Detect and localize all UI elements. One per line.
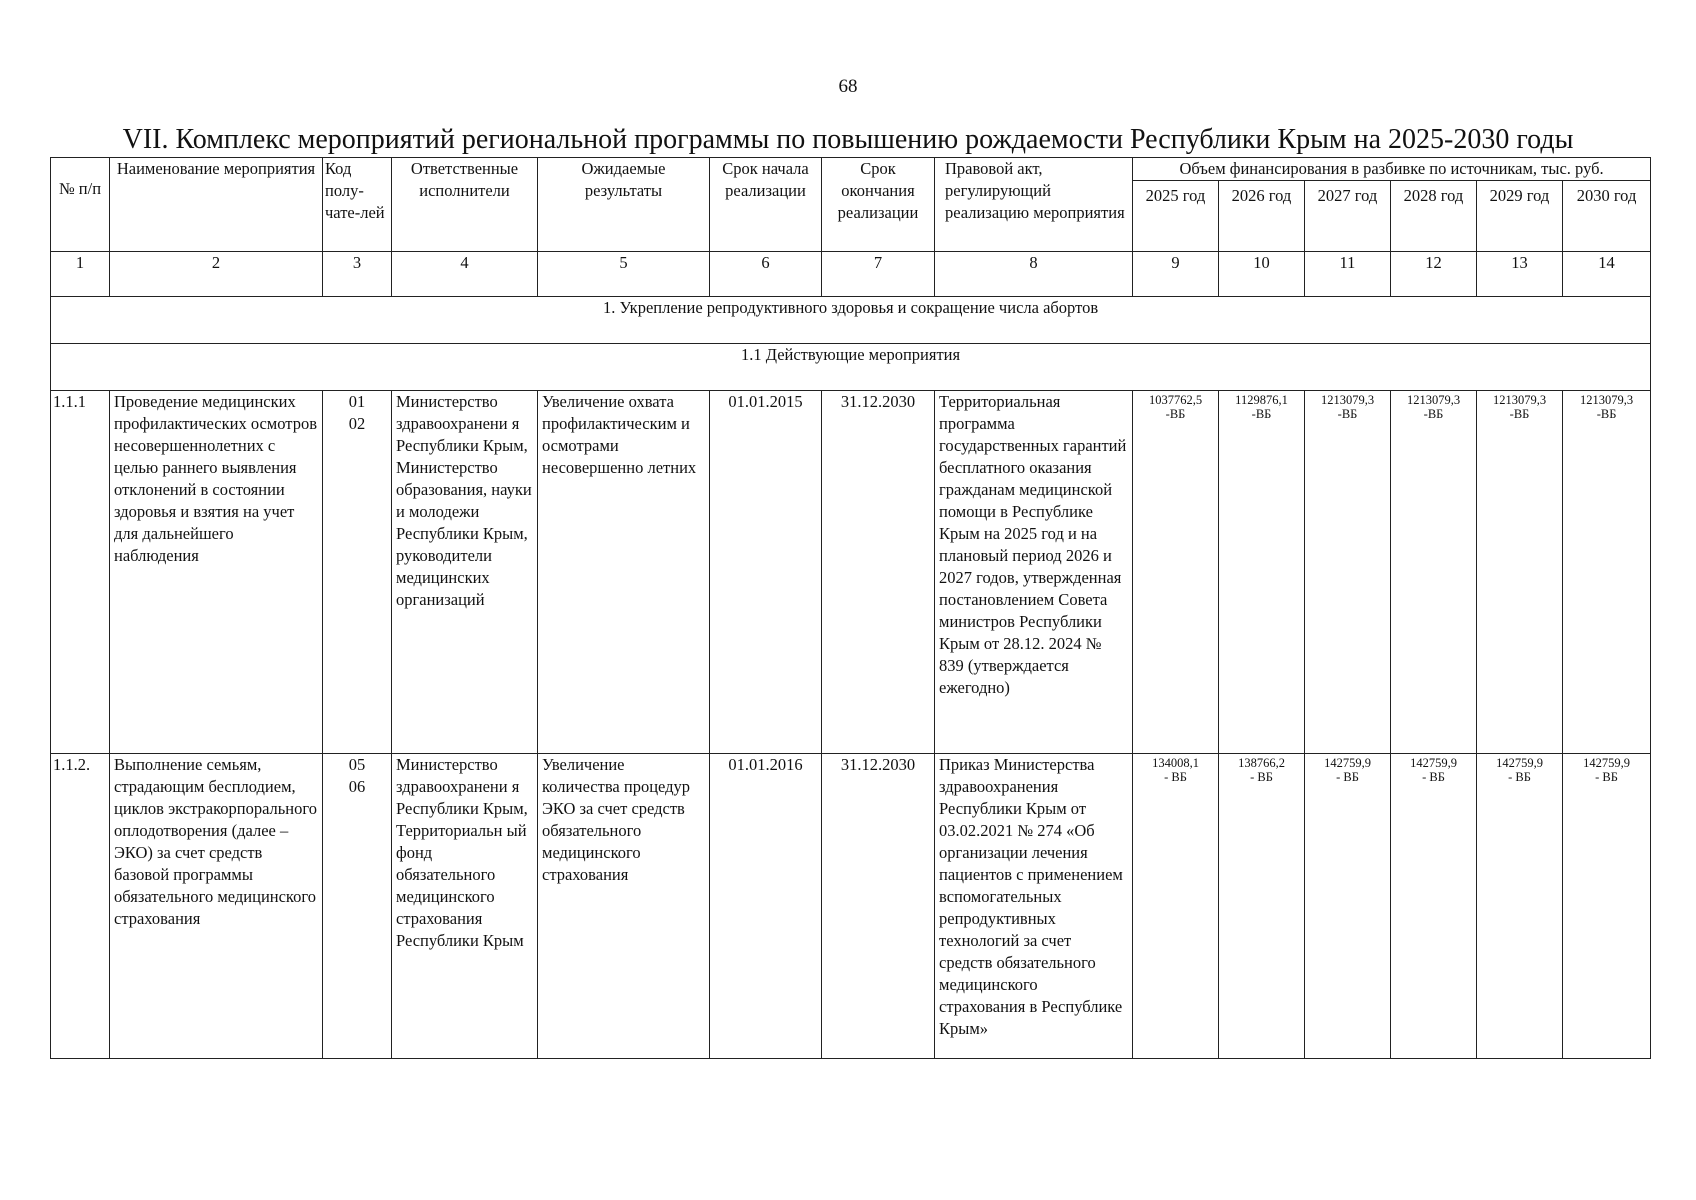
funding-source: - ВБ — [1250, 770, 1273, 784]
subsection-heading: 1.1 Действующие мероприятия — [51, 344, 1651, 391]
row-code: 05 06 — [323, 754, 392, 1059]
column-number: 14 — [1563, 252, 1651, 297]
row-results: Увеличение охвата профилактическим и осмотрами несовершенно летних — [538, 391, 710, 754]
column-number: 3 — [323, 252, 392, 297]
funding-value: 1213079,3 — [1579, 393, 1634, 407]
header-name: Наименование мероприятия — [110, 158, 323, 252]
row-responsible: Министерство здравоохранени я Республики Крым, Территориальн ый фонд обязательного медицинского страхования Республики Крым — [392, 754, 538, 1059]
funding-cell-2025 — [1133, 754, 1219, 1059]
funding-cell-2029 — [1477, 754, 1563, 1059]
funding-source: -ВБ — [1423, 407, 1444, 421]
funding-cell-2027 — [1305, 391, 1391, 754]
funding-cell-2027 — [1305, 754, 1391, 1059]
funding-value: 142759,9 — [1324, 756, 1371, 770]
column-number-row — [51, 252, 1651, 297]
header-num: № п/п — [51, 158, 110, 252]
funding-cell-2028 — [1391, 754, 1477, 1059]
row-code: 01 02 — [323, 391, 392, 754]
funding-cell-2026 — [1219, 754, 1305, 1059]
column-number: 7 — [822, 252, 935, 297]
funding-value: 142759,9 — [1583, 756, 1630, 770]
header-year-2029: 2029 год — [1477, 181, 1563, 252]
row-start-date: 01.01.2015 — [710, 391, 822, 754]
funding-value: 1037762,5 — [1148, 393, 1203, 407]
funding-value: 1213079,3 — [1492, 393, 1547, 407]
row-end-date: 31.12.2030 — [822, 754, 935, 1059]
column-number: 11 — [1305, 252, 1391, 297]
funding-cell-2030 — [1563, 754, 1651, 1059]
funding-source: -ВБ — [1509, 407, 1530, 421]
column-number: 9 — [1133, 252, 1219, 297]
column-number: 13 — [1477, 252, 1563, 297]
table-row — [51, 391, 1651, 754]
header-year-2025: 2025 год — [1133, 181, 1219, 252]
row-end-date: 31.12.2030 — [822, 391, 935, 754]
measures-table — [50, 157, 1651, 1059]
funding-source: -ВБ — [1165, 407, 1186, 421]
column-number: 5 — [538, 252, 710, 297]
row-name: Выполнение семьям, страдающим бесплодием, циклов экстракорпорального оплодотворения (далее – ЭКО) за счет средств базовой программы обязательного медицинского страхования — [110, 754, 323, 1059]
funding-value: 134008,1 — [1152, 756, 1199, 770]
funding-source: - ВБ — [1336, 770, 1359, 784]
header-year-2026: 2026 год — [1219, 181, 1305, 252]
funding-value: 142759,9 — [1496, 756, 1543, 770]
row-index: 1.1.1 — [51, 391, 110, 754]
header-year-2027: 2027 год — [1305, 181, 1391, 252]
funding-source: - ВБ — [1422, 770, 1445, 784]
header-year-2028: 2028 год — [1391, 181, 1477, 252]
funding-source: - ВБ — [1508, 770, 1531, 784]
funding-source: - ВБ — [1164, 770, 1187, 784]
row-index: 1.1.2. — [51, 754, 110, 1059]
header-responsible: Ответственные исполнители — [392, 158, 538, 252]
funding-value: 138766,2 — [1238, 756, 1285, 770]
row-legal-act: Приказ Министерства здравоохранения Республики Крым от 03.02.2021 № 274 «Об организации лечения пациентов с применением вспомогательных репродуктивных технологий за счет средств обязательного медицинского страхования в Республике Крым» — [935, 754, 1133, 1059]
row-legal-act: Территориальная программа государственных гарантий бесплатного оказания гражданам медицинской помощи в Республике Крым на 2025 год и на плановый период 2026 и 2027 годов, утвержденная постановлением Совета министров Республики Крым от 28.12. 2024 № 839 (утверждается ежегодно) — [935, 391, 1133, 754]
section-row — [51, 297, 1651, 344]
funding-source: -ВБ — [1251, 407, 1272, 421]
header-legal: Правовой акт, регулирующий реализацию мероприятия — [935, 158, 1133, 252]
header-results: Ожидаемые результаты — [538, 158, 710, 252]
column-number: 8 — [935, 252, 1133, 297]
header-start: Срок начала реализации — [710, 158, 822, 252]
funding-source: -ВБ — [1596, 407, 1617, 421]
table-row — [51, 754, 1651, 1059]
funding-cell-2028 — [1391, 391, 1477, 754]
section-heading: 1. Укрепление репродуктивного здоровья и сокращение числа абортов — [51, 297, 1651, 344]
column-number: 4 — [392, 252, 538, 297]
row-responsible: Министерство здравоохранени я Республики Крым, Министерство образования, науки и молодежи Республики Крым, руководители медицинских организаций — [392, 391, 538, 754]
funding-value: 142759,9 — [1410, 756, 1457, 770]
row-results: Увеличение количества процедур ЭКО за счет средств обязательного медицинского страхования — [538, 754, 710, 1059]
funding-value: 1213079,3 — [1320, 393, 1375, 407]
funding-value: 1213079,3 — [1406, 393, 1461, 407]
funding-cell-2029 — [1477, 391, 1563, 754]
funding-value: 1129876,1 — [1235, 393, 1288, 407]
header-year-2030: 2030 год — [1563, 181, 1651, 252]
document-title: VII. Комплекс мероприятий региональной программы по повышению рождаемости Республики Крым на 2025-2030 годы — [122, 124, 1574, 155]
column-number: 2 — [110, 252, 323, 297]
page-number: 68 — [838, 76, 858, 97]
row-start-date: 01.01.2016 — [710, 754, 822, 1059]
column-number: 10 — [1219, 252, 1305, 297]
funding-source: -ВБ — [1337, 407, 1358, 421]
funding-source: - ВБ — [1595, 770, 1618, 784]
funding-cell-2026 — [1219, 391, 1305, 754]
header-row — [51, 158, 1651, 181]
header-code: Код полу-чате-лей — [323, 158, 392, 252]
header-end: Срок окончания реализации — [822, 158, 935, 252]
header-funding: Объем финансирования в разбивке по источникам, тыс. руб. — [1133, 158, 1651, 181]
column-number: 6 — [710, 252, 822, 297]
column-number: 1 — [51, 252, 110, 297]
row-name: Проведение медицинских профилактических осмотров несовершеннолетних с целью раннего выявления отклонений в состоянии здоровья и взятия на учет для дальнейшего наблюдения — [110, 391, 323, 754]
column-number: 12 — [1391, 252, 1477, 297]
funding-cell-2030 — [1563, 391, 1651, 754]
funding-cell-2025 — [1133, 391, 1219, 754]
subsection-row — [51, 344, 1651, 391]
